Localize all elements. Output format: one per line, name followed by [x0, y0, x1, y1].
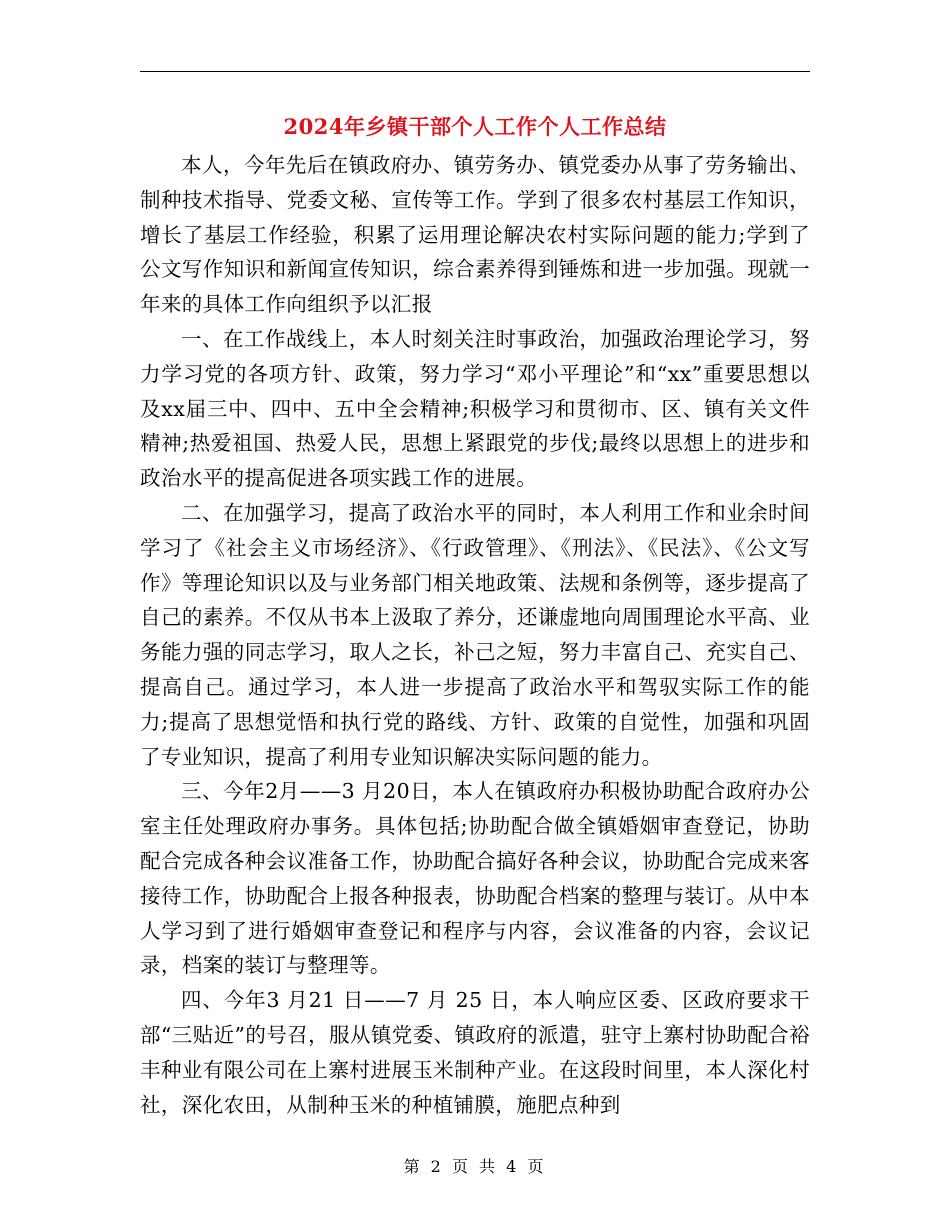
- document-title: 2024年乡镇干部个人工作个人工作总结: [283, 114, 667, 139]
- paragraph-section-1: 一、在工作战线上，本人时刻关注时事政治，加强政治理论学习，努力学习党的各项方针、政策，努力学习“邓小平理论”和“xx”重要思想以及xx届三中、四中、五中全会精神;积极学习和贯彻市、区、镇有关文件精神;热爱祖国、热爱人民，思想上紧跟党的步伐;最终以思想上的进步和政治水平的提高促进各项实践工作的进展。: [140, 326, 810, 491]
- page-number: 第 2 页 共 4 页: [403, 1157, 547, 1176]
- paragraph-intro: 本人，今年先后在镇政府办、镇劳务办、镇党委办从事了劳务输出、制种技术指导、党委文秘、宣传等工作。学到了很多农村基层工作知识，增长了基层工作经验，积累了运用理论解决农村实际问题的能力;学到了公文写作知识和新闻宣传知识，综合素养得到锤炼和进一步加强。现就一年来的具体工作向组织予以汇报: [140, 153, 810, 317]
- header-rule: [140, 71, 810, 72]
- paragraph-section-2: 二、在加强学习，提高了政治水平的同时，本人利用工作和业余时间学习了《社会主义市场经济》、《行政管理》、《刑法》、《民法》、《公文写作》等理论知识以及与业务部门相关地政策、法规和条例等，逐步提高了自己的素养。不仅从书本上汲取了养分，还谦虚地向周围理论水平高、业务能力强的同志学习，取人之长，补己之短，努力丰富自己、充实自己、提高自己。通过学习，本人进一步提高了政治水平和驾驭实际工作的能力;提高了思想觉悟和执行党的路线、方针、政策的自觉性，加强和巩固了专业知识，提高了利用专业知识解决实际问题的能力。: [140, 500, 810, 769]
- document-body: [140, 148, 810, 1122]
- paragraph-section-4: 四、今年3 月21 日——7 月 25 日，本人响应区委、区政府要求干部“三贴近”的号召，服从镇党委、镇政府的派遣，驻守上寨村协助配合裕丰种业有限公司在上寨村进展玉米制种产业。在这段时间里，本人深化村社，深化农田，从制种玉米的种植铺膜，施肥点种到: [140, 988, 810, 1117]
- paragraph-section-3: 三、今年2月——3 月20日，本人在镇政府办积极协助配合政府办公室主任处理政府办事务。具体包括;协助配合做全镇婚姻审查登记，协助配合完成各种会议准备工作，协助配合搞好各种会议，协助配合完成来客接待工作，协助配合上报各种报表，协助配合档案的整理与装订。从中本人学习到了进行婚姻审查登记和程序与内容，会议准备的内容，会议记录，档案的装订与整理等。: [140, 779, 810, 978]
